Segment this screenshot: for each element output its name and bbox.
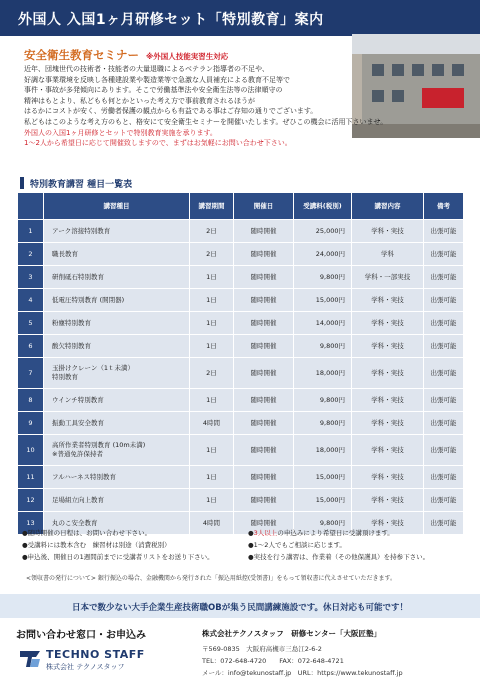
note-right-text: の申込みにより希望日に受講頂けます。 xyxy=(277,529,394,537)
note-left: ●申込後、開催日の1週間前までに受講者リストをお送り下さい。 xyxy=(22,553,214,561)
row-number: 11 xyxy=(18,466,44,488)
course-duration: 1日 xyxy=(190,335,234,357)
table-row xyxy=(18,243,464,265)
note-right: ●3人以上の申込みにより希望日に受講頂けます。 xyxy=(248,529,394,537)
course-duration: 1日 xyxy=(190,389,234,411)
note-left: ●随時開催の日程は、お問い合わせ下さい。 xyxy=(22,529,152,537)
course-schedule: 随時開催 xyxy=(234,435,294,465)
title-bar xyxy=(0,0,480,36)
row-number: 7 xyxy=(18,358,44,388)
course-duration: 1日 xyxy=(190,489,234,511)
course-name: ウインチ特別教育 xyxy=(44,389,190,411)
course-fee: 14,000円 xyxy=(294,312,352,334)
course-content: 学科 xyxy=(352,243,424,265)
course-note: 出張可能 xyxy=(424,512,464,534)
course-note: 出張可能 xyxy=(424,389,464,411)
intro-red-line: 1～2人から希望日に応じて開催致しますので、まずはお気軽にお問い合わせ下さい。 xyxy=(24,139,292,148)
logo-sub: 株式会社 テクノスタッフ xyxy=(46,663,125,671)
company-tel-fax: TEL：072-648-4720 FAX：072-648-4721 xyxy=(202,657,344,665)
course-schedule: 随時開催 xyxy=(234,220,294,242)
note-right: ●1～2人でもご相談に応じます。 xyxy=(248,541,346,549)
section-bar xyxy=(20,177,24,189)
course-name: 丸のこ安全教育 xyxy=(44,512,190,534)
note-red-prefix: 3人以上 xyxy=(253,529,278,537)
course-duration: 1日 xyxy=(190,289,234,311)
seminar-title: 安全衛生教育セミナー xyxy=(24,48,139,62)
course-content: 学科・実技 xyxy=(352,220,424,242)
course-duration: 4時間 xyxy=(190,512,234,534)
course-fee: 9,800円 xyxy=(294,512,352,534)
header-name: 講習種目 xyxy=(44,193,190,219)
course-note: 出張可能 xyxy=(424,412,464,434)
course-fee: 9,800円 xyxy=(294,389,352,411)
page-title: 外国人 入国1ヶ月研修セット「特別教育」案内 xyxy=(18,12,324,28)
header-date: 開催日 xyxy=(234,193,294,219)
course-name: アーク溶接特別教育 xyxy=(44,220,190,242)
logo-name: TECHNO STAFF xyxy=(46,648,145,661)
header-num xyxy=(18,193,44,219)
course-name: 職長教育 xyxy=(44,243,190,265)
header-content: 講習内容 xyxy=(352,193,424,219)
course-name: 高所作業者特別教育 (10m未満) ※普通免許保持者 xyxy=(44,435,190,465)
intro-line: 近年、団塊世代の技術者・技能者の大量退職によるベテラン指導者の不足や、 xyxy=(24,65,269,73)
row-number: 3 xyxy=(18,266,44,288)
course-content: 学科・実技 xyxy=(352,512,424,534)
course-fee: 9,800円 xyxy=(294,266,352,288)
course-note: 出張可能 xyxy=(424,335,464,357)
course-schedule: 随時開催 xyxy=(234,512,294,534)
company-name: 株式会社テクノスタッフ 研修センター「大阪匠塾」 xyxy=(202,629,381,638)
row-number: 2 xyxy=(18,243,44,265)
course-note: 出張可能 xyxy=(424,266,464,288)
row-number: 10 xyxy=(18,435,44,465)
header-fee: 受講料(税別) xyxy=(294,193,352,219)
table-row xyxy=(18,220,464,242)
intro-line: はるかにコストが安く、労働者保護の観点からも有益である事はご存知の通りでございます。 xyxy=(24,107,318,116)
intro-text xyxy=(24,64,388,149)
note-left: ●受講料には教本含む 練習材は別途（消費税別） xyxy=(22,541,171,549)
company-logo xyxy=(18,648,168,676)
course-fee: 18,000円 xyxy=(294,358,352,388)
table-row xyxy=(18,289,464,311)
contact-heading: お問い合わせ窓口・お申込み xyxy=(16,630,146,641)
course-content: 学科・一部実技 xyxy=(352,266,424,288)
intro-line: 好調な事業環境を反映し各種建設業や製造業等で急激な人員補充による教育不足等で xyxy=(24,75,290,84)
course-name: 粉塵特別教育 xyxy=(44,312,190,334)
table-row xyxy=(18,335,464,357)
table-row xyxy=(18,358,464,388)
course-note: 出張可能 xyxy=(424,435,464,465)
course-fee: 15,000円 xyxy=(294,466,352,488)
course-fee: 15,000円 xyxy=(294,289,352,311)
course-content: 学科・実技 xyxy=(352,389,424,411)
table-row xyxy=(18,489,464,511)
course-note: 出張可能 xyxy=(424,358,464,388)
table-row xyxy=(18,266,464,288)
course-name: 振動工具安全教育 xyxy=(44,412,190,434)
course-note: 出張可能 xyxy=(424,289,464,311)
table-header-row xyxy=(18,193,464,219)
course-duration: 2日 xyxy=(190,220,234,242)
course-content: 学科・実技 xyxy=(352,466,424,488)
course-fee: 18,000円 xyxy=(294,435,352,465)
row-number: 4 xyxy=(18,289,44,311)
course-schedule: 随時開催 xyxy=(234,358,294,388)
course-fee: 9,800円 xyxy=(294,335,352,357)
course-note: 出張可能 xyxy=(424,312,464,334)
course-name: 酸欠特別教育 xyxy=(44,335,190,357)
course-duration: 1日 xyxy=(190,466,234,488)
course-note: 出張可能 xyxy=(424,220,464,242)
course-duration: 1日 xyxy=(190,312,234,334)
row-number: 9 xyxy=(18,412,44,434)
table-row xyxy=(18,389,464,411)
course-duration: 4時間 xyxy=(190,412,234,434)
row-number: 12 xyxy=(18,489,44,511)
course-duration: 2日 xyxy=(190,243,234,265)
note-right: ●実技を行う講習は、作業着（その他保護具）を持参下さい。 xyxy=(248,553,430,561)
receipt-footnote: <領収書の発行について> 銀行振込の場合、金融機関から発行された「振込用紙控(受領書)」をもって領収書に代えさせていただきます。 xyxy=(26,575,397,582)
row-number: 6 xyxy=(18,335,44,357)
course-content: 学科・実技 xyxy=(352,358,424,388)
course-fee: 24,000円 xyxy=(294,243,352,265)
intro-line: 私どもはこのような考え方のもと、格安にて安全衛生セミナーを開催いたします。ぜひこの機会に活用下さいませ。 xyxy=(24,117,388,126)
course-name: 研削砥石特別教育 xyxy=(44,266,190,288)
course-duration: 2日 xyxy=(190,358,234,388)
course-content: 学科・実技 xyxy=(352,289,424,311)
course-content: 学科・実技 xyxy=(352,435,424,465)
course-content: 学科・実技 xyxy=(352,412,424,434)
banner-text: 日本で数少ない大手企業生産技術職OBが集う民間講練施設です。休日対応も可能です！ xyxy=(71,603,409,613)
course-schedule: 随時開催 xyxy=(234,243,294,265)
intro-line: 精神はもとより、私どもも何とかといった考え方で事前教育されるほうが xyxy=(24,96,255,105)
course-schedule: 随時開催 xyxy=(234,389,294,411)
course-duration: 1日 xyxy=(190,435,234,465)
course-duration: 1日 xyxy=(190,266,234,288)
course-schedule: 随時開催 xyxy=(234,266,294,288)
course-note: 出張可能 xyxy=(424,243,464,265)
row-number: 8 xyxy=(18,389,44,411)
course-fee: 25,000円 xyxy=(294,220,352,242)
logo-mark-icon xyxy=(18,649,42,669)
table-row xyxy=(18,312,464,334)
company-address: 〒569-0835 大阪府高槻市三島江2-6-2 xyxy=(202,645,322,653)
course-name: フルハーネス特別教育 xyxy=(44,466,190,488)
course-note: 出張可能 xyxy=(424,489,464,511)
course-name: 足場組立向上教育 xyxy=(44,489,190,511)
table-row xyxy=(18,466,464,488)
table-row xyxy=(18,435,464,465)
course-name: 玉掛けクレーン（1ｔ未満） 特別教育 xyxy=(44,358,190,388)
course-schedule: 随時開催 xyxy=(234,489,294,511)
course-schedule: 随時開催 xyxy=(234,312,294,334)
course-name: 低電圧特別教育 (開閉器) xyxy=(44,289,190,311)
course-note: 出張可能 xyxy=(424,466,464,488)
course-content: 学科・実技 xyxy=(352,489,424,511)
course-schedule: 随時開催 xyxy=(234,466,294,488)
course-content: 学科・実技 xyxy=(352,335,424,357)
course-schedule: 随時開催 xyxy=(234,289,294,311)
row-number: 5 xyxy=(18,312,44,334)
seminar-note: ※外国人技能実習生対応 xyxy=(146,52,229,61)
course-content: 学科・実技 xyxy=(352,312,424,334)
header-note: 備考 xyxy=(424,193,464,219)
banner xyxy=(0,594,480,618)
table-row xyxy=(18,412,464,434)
company-mail-url[interactable]: メール：info@tekunostaff.jp URL：https://www.tekunostaff.jp xyxy=(202,669,403,677)
intro-red-line: 外国人の入国1ヶ月研修とセットで特別教育実施を承ります。 xyxy=(24,128,217,137)
intro-line: 事件・事故が多発傾向にあります。そこで労働基準法や安全衛生法等の法律順守の xyxy=(24,86,283,95)
course-schedule: 随時開催 xyxy=(234,412,294,434)
section-title: 特別教育講習 種目一覧表 xyxy=(30,180,133,190)
course-fee: 9,800円 xyxy=(294,412,352,434)
row-number: 1 xyxy=(18,220,44,242)
course-schedule: 随時開催 xyxy=(234,335,294,357)
row-number: 13 xyxy=(18,512,44,534)
course-fee: 15,000円 xyxy=(294,489,352,511)
header-time: 講習期間 xyxy=(190,193,234,219)
